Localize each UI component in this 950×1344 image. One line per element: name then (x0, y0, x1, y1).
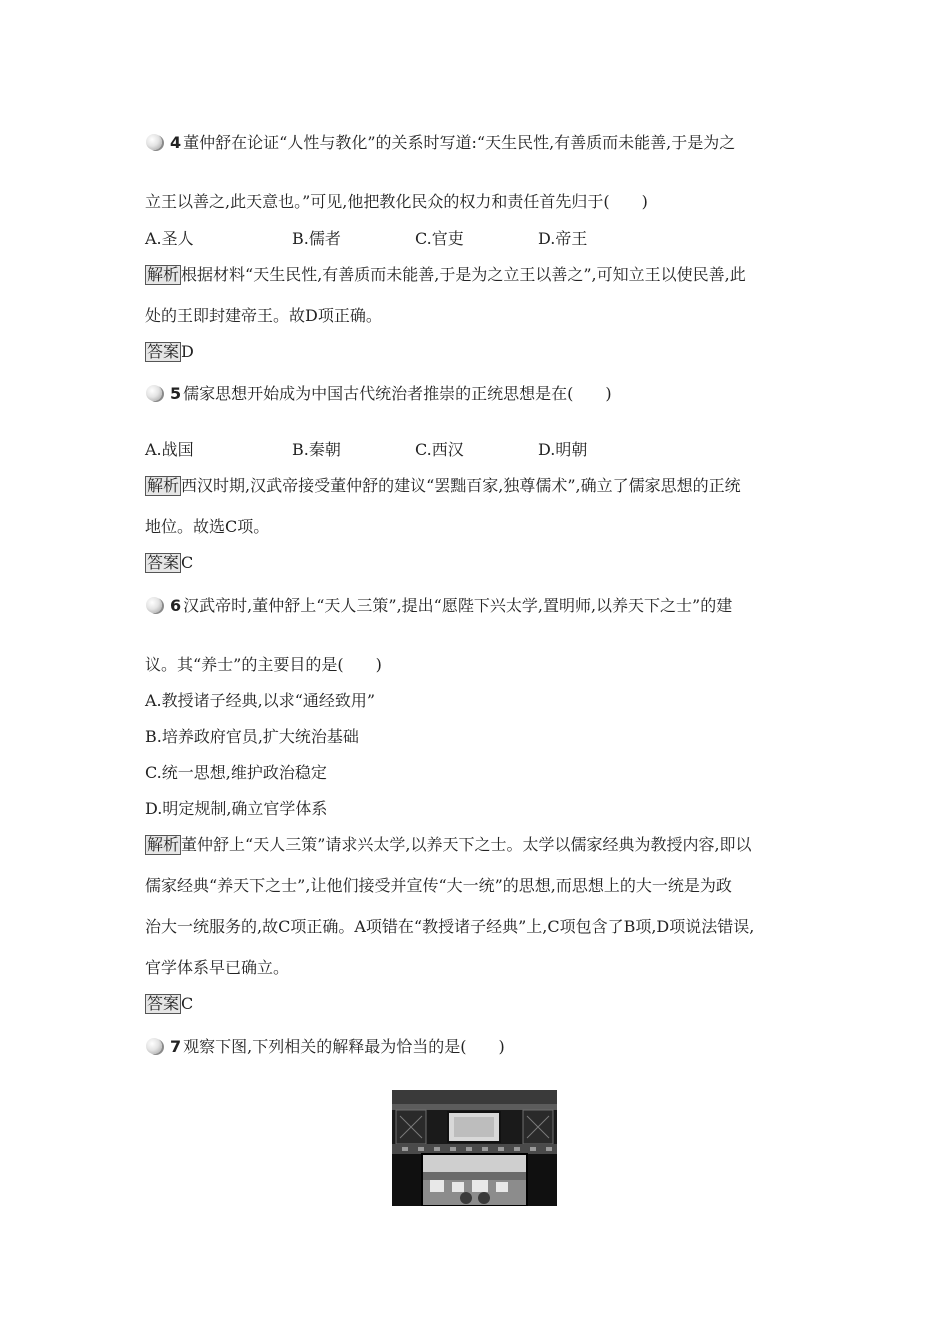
q5-option-b: B.秦朝 (292, 440, 341, 459)
q6-analysis-line3: 治大一统服务的,故C项正确。A项错在“教授诸子经典”上,C项包含了B项,D项说法错误, (145, 917, 755, 936)
q6-analysis-label: 解析 (147, 835, 180, 854)
q6-stem-line1 (145, 596, 732, 616)
q5-analysis-label: 解析 (147, 476, 180, 495)
question-marker-icon (145, 1037, 167, 1055)
q5-analysis-line2: 地位。故选C项。 (145, 517, 270, 536)
q4-answer-label: 答案 (147, 342, 180, 361)
q4-answer-line (145, 342, 194, 362)
q5-answer-label: 答案 (147, 553, 180, 572)
q4-option-c: C.官吏 (415, 229, 464, 248)
q4-option-a: A.圣人 (145, 229, 194, 248)
q4-number: 4 (170, 133, 182, 152)
q4-stem-line1 (145, 133, 735, 153)
q4-stem-line2: 立王以善之,此天意也。”可见,他把教化民众的权力和责任首先归于( ) (145, 192, 648, 211)
q4-option-d: D.帝王 (538, 229, 588, 248)
q4-analysis-line2: 处的王即封建帝王。故D项正确。 (145, 306, 382, 325)
q6-answer-label: 答案 (147, 994, 180, 1013)
q6-analysis-line2: 儒家经典“养天下之士”,让他们接受并宣传“大一统”的思想,而思想上的大一统是为政 (145, 876, 732, 895)
q5-option-d: D.明朝 (538, 440, 588, 459)
q4-answer-value: D (181, 342, 194, 361)
q6-answer-value: C (181, 994, 194, 1013)
gate-photo (392, 1090, 557, 1206)
q4-analysis-label: 解析 (147, 265, 180, 284)
q6-answer-line (145, 994, 193, 1014)
q4-analysis-text1: 根据材料“天生民性,有善质而未能善,于是为之立王以善之”,可知立王以使民善,此 (181, 265, 746, 284)
q6-number: 6 (170, 596, 182, 615)
q6-option-a: A.教授诸子经典,以求“通经致用” (145, 691, 376, 710)
q5-analysis-text1: 西汉时期,汉武帝接受董仲舒的建议“罢黜百家,独尊儒术”,确立了儒家思想的正统 (181, 476, 741, 495)
q6-analysis-text1: 董仲舒上“天人三策”请求兴太学,以养天下之士。太学以儒家经典为教授内容,即以 (181, 835, 752, 854)
q5-analysis-line1 (145, 476, 741, 496)
question-marker-icon (145, 596, 167, 614)
q5-number: 5 (170, 384, 182, 403)
q7-stem-text1: 观察下图,下列相关的解释最为恰当的是( ) (183, 1037, 505, 1056)
q6-stem-text1: 汉武帝时,董仲舒上“天人三策”,提出“愿陛下兴太学,置明师,以养天下之士”的建 (183, 596, 733, 615)
q6-analysis-line4: 官学体系早已确立。 (145, 958, 290, 977)
q5-stem-text1: 儒家思想开始成为中国古代统治者推崇的正统思想是在( ) (183, 384, 612, 403)
q5-option-c: C.西汉 (415, 440, 464, 459)
q6-analysis-line1 (145, 835, 752, 855)
q6-stem-line2: 议。其“养士”的主要目的是( ) (145, 655, 382, 674)
q7-number: 7 (170, 1037, 182, 1056)
question-marker-icon (145, 384, 167, 402)
q6-option-d: D.明定规制,确立官学体系 (145, 799, 328, 818)
q4-option-b: B.儒者 (292, 229, 341, 248)
q4-stem-text1: 董仲舒在论证“人性与教化”的关系时写道:“天生民性,有善质而未能善,于是为之 (183, 133, 736, 152)
q4-analysis-line1 (145, 265, 746, 285)
q5-option-a: A.战国 (145, 440, 194, 459)
q7-stem-line1 (145, 1037, 505, 1057)
q5-answer-value: C (181, 553, 194, 572)
q6-option-c: C.统一思想,维护政治稳定 (145, 763, 327, 782)
q6-option-b: B.培养政府官员,扩大统治基础 (145, 727, 359, 746)
question-marker-icon (145, 133, 167, 151)
q5-stem-line1 (145, 384, 612, 404)
q5-answer-line (145, 553, 193, 573)
